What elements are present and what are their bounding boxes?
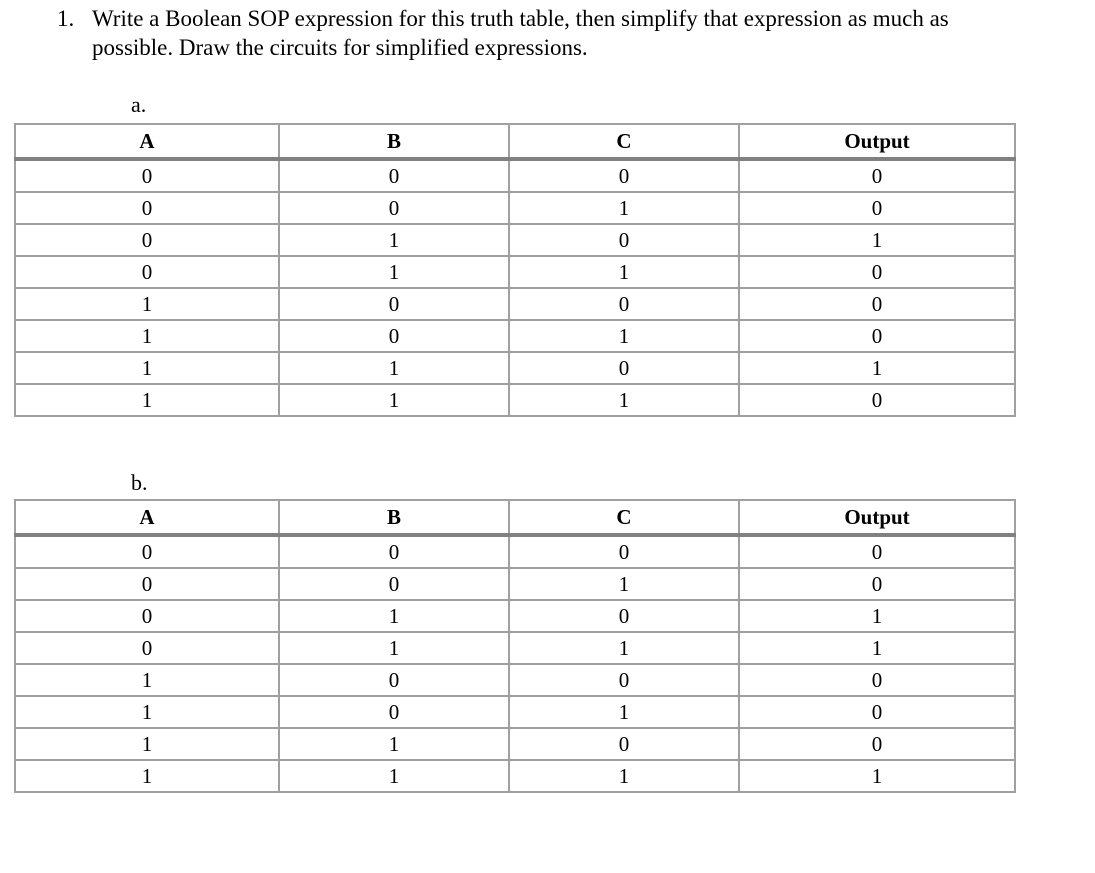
cell-a: 0 <box>15 600 279 632</box>
cell-a: 1 <box>15 320 279 352</box>
table-row <box>15 192 1015 224</box>
cell-output: 0 <box>739 664 1015 696</box>
table-row <box>15 632 1015 664</box>
table-body <box>15 535 1015 792</box>
cell-b: 0 <box>279 288 509 320</box>
cell-a: 1 <box>15 384 279 416</box>
cell-a: 1 <box>15 728 279 760</box>
header-output: Output <box>739 124 1015 159</box>
table-row <box>15 320 1015 352</box>
table-row <box>15 535 1015 568</box>
cell-b: 0 <box>279 664 509 696</box>
question-number: 1. <box>57 6 75 31</box>
cell-b: 1 <box>279 256 509 288</box>
cell-a: 0 <box>15 535 279 568</box>
cell-b: 0 <box>279 568 509 600</box>
table-row <box>15 728 1015 760</box>
cell-b: 0 <box>279 320 509 352</box>
cell-a: 0 <box>15 568 279 600</box>
cell-c: 0 <box>509 352 739 384</box>
table-row <box>15 159 1015 192</box>
cell-c: 0 <box>509 224 739 256</box>
cell-c: 1 <box>509 760 739 792</box>
table-row <box>15 288 1015 320</box>
cell-b: 0 <box>279 696 509 728</box>
cell-a: 0 <box>15 224 279 256</box>
cell-output: 1 <box>739 600 1015 632</box>
table-row <box>15 696 1015 728</box>
header-a: A <box>15 124 279 159</box>
cell-a: 1 <box>15 288 279 320</box>
cell-c: 0 <box>509 288 739 320</box>
cell-c: 1 <box>509 192 739 224</box>
cell-c: 1 <box>509 256 739 288</box>
cell-output: 0 <box>739 288 1015 320</box>
cell-a: 0 <box>15 256 279 288</box>
cell-output: 0 <box>739 568 1015 600</box>
cell-c: 1 <box>509 632 739 664</box>
cell-c: 0 <box>509 600 739 632</box>
cell-output: 0 <box>739 696 1015 728</box>
truth-table-a <box>14 123 1016 417</box>
question-text: Write a Boolean SOP expression for this truth table, then simplify that expression as much as possible. Draw the circuits for simplified expressions. <box>92 6 949 60</box>
cell-output: 0 <box>739 159 1015 192</box>
cell-output: 0 <box>739 192 1015 224</box>
table-row <box>15 760 1015 792</box>
cell-a: 0 <box>15 159 279 192</box>
table-row <box>15 664 1015 696</box>
header-row <box>15 500 1015 535</box>
header-b: B <box>279 500 509 535</box>
cell-b: 0 <box>279 159 509 192</box>
table-row <box>15 568 1015 600</box>
cell-c: 0 <box>509 728 739 760</box>
cell-b: 1 <box>279 224 509 256</box>
cell-c: 1 <box>509 320 739 352</box>
cell-a: 1 <box>15 664 279 696</box>
part-a-label: a. <box>131 92 147 117</box>
cell-b: 1 <box>279 632 509 664</box>
cell-output: 0 <box>739 320 1015 352</box>
cell-c: 0 <box>509 535 739 568</box>
header-c: C <box>509 500 739 535</box>
cell-b: 1 <box>279 760 509 792</box>
cell-b: 1 <box>279 600 509 632</box>
cell-b: 0 <box>279 535 509 568</box>
cell-output: 0 <box>739 535 1015 568</box>
table-row <box>15 600 1015 632</box>
cell-output: 0 <box>739 256 1015 288</box>
header-b: B <box>279 124 509 159</box>
table-row <box>15 384 1015 416</box>
cell-b: 1 <box>279 728 509 760</box>
header-c: C <box>509 124 739 159</box>
header-a: A <box>15 500 279 535</box>
cell-b: 1 <box>279 352 509 384</box>
cell-output: 1 <box>739 760 1015 792</box>
cell-a: 1 <box>15 760 279 792</box>
cell-a: 0 <box>15 192 279 224</box>
cell-c: 1 <box>509 568 739 600</box>
cell-output: 0 <box>739 728 1015 760</box>
cell-output: 0 <box>739 384 1015 416</box>
cell-a: 0 <box>15 632 279 664</box>
part-b-label: b. <box>131 470 148 495</box>
cell-b: 0 <box>279 192 509 224</box>
table-row <box>15 224 1015 256</box>
cell-a: 1 <box>15 352 279 384</box>
header-output: Output <box>739 500 1015 535</box>
cell-output: 1 <box>739 352 1015 384</box>
header-row <box>15 124 1015 159</box>
cell-b: 1 <box>279 384 509 416</box>
cell-a: 1 <box>15 696 279 728</box>
truth-table-b <box>14 499 1016 793</box>
cell-c: 0 <box>509 664 739 696</box>
cell-c: 0 <box>509 159 739 192</box>
table-row <box>15 256 1015 288</box>
cell-output: 1 <box>739 632 1015 664</box>
table-row <box>15 352 1015 384</box>
table-body <box>15 159 1015 416</box>
cell-output: 1 <box>739 224 1015 256</box>
cell-c: 1 <box>509 384 739 416</box>
cell-c: 1 <box>509 696 739 728</box>
